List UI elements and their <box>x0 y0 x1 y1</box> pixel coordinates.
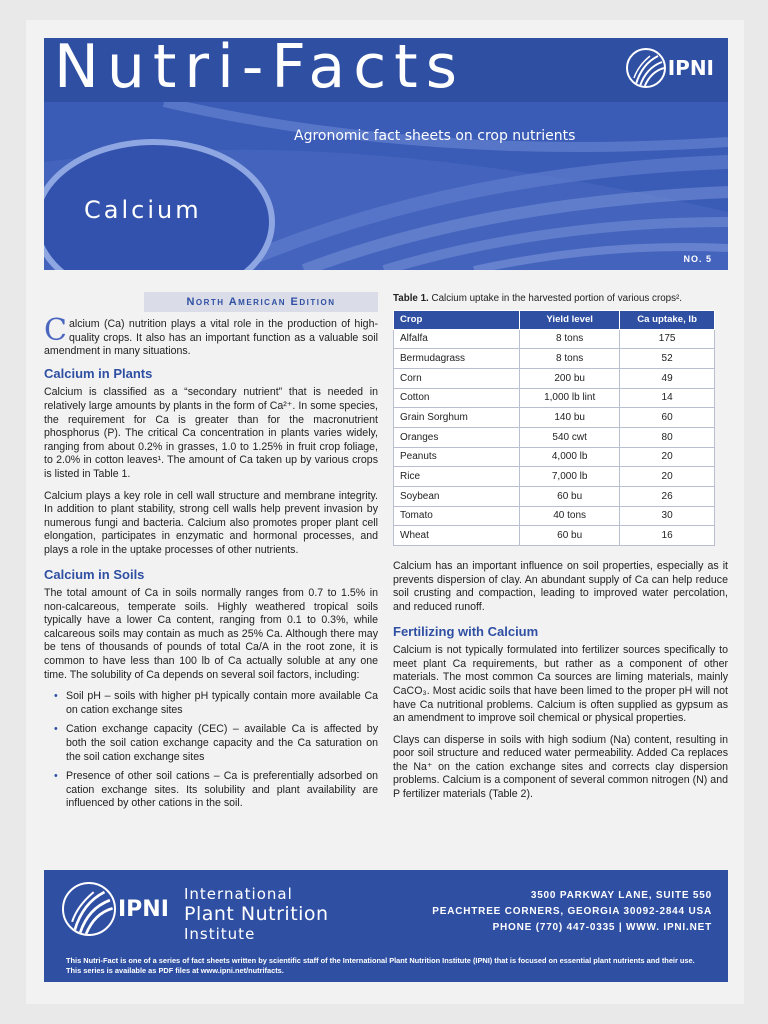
yield-cell: 8 tons <box>520 349 620 369</box>
crop-cell: Peanuts <box>394 447 520 467</box>
table-caption-text: Calcium uptake in the harvested portion of various crops². <box>431 293 682 304</box>
crop-cell: Alfalfa <box>394 329 520 349</box>
address-line-1: 3500 PARKWAY LANE, SUITE 550 <box>530 890 712 901</box>
address-line-2: PEACHTREE CORNERS, GEORGIA 30092-2844 USA <box>432 906 712 917</box>
list-item: • Soil pH – soils with higher pH typically contain more available Ca on cation exchange sites <box>54 690 378 717</box>
right-paragraph-1: Calcium has an important influence on soil properties, especially as it prevents dispersion of clay. An abundant supply of Ca can help reduce soil crusting and compaction, leading to improved water percolation, and reduced runoff. <box>393 560 728 613</box>
soils-paragraph-1: The total amount of Ca in soils normally ranges from 0.7 to 1.5% in non-calcareous, temperate soils. Highly weathered tropical soils typically have a lower Ca content, ranging from 0.1 to 0.3%, while calcareous soils may contain as much as 25% Ca. Although there may be tens of thousands of pounds of total Ca/A in the root zone, it is common to have less than 100 lb of Ca actually soluble at any one time. The solubility of Ca depends on several soil factors, including: <box>44 587 378 681</box>
table-row <box>394 349 715 369</box>
uptake-cell: 20 <box>620 447 715 467</box>
edition-label: North American Edition <box>144 292 378 312</box>
crop-cell: Cotton <box>394 388 520 408</box>
uptake-cell: 175 <box>620 329 715 349</box>
header-logo-text: IPNI <box>667 56 714 80</box>
right-column <box>393 292 728 810</box>
yield-cell: 40 tons <box>520 506 620 526</box>
crop-cell: Oranges <box>394 428 520 448</box>
list-item: • Cation exchange capacity (CEC) – available Ca is affected by both the soil cation exchange capacity and the Ca saturation on the soil cation exchange sites <box>54 723 378 764</box>
crop-cell: Bermudagrass <box>394 349 520 369</box>
table-caption <box>393 292 728 306</box>
header-banner <box>44 102 728 270</box>
table-row <box>394 368 715 388</box>
org-name-line-2: Plant Nutrition <box>184 903 329 925</box>
uptake-cell: 30 <box>620 506 715 526</box>
table-row <box>394 526 715 546</box>
heading-fertilizing: Fertilizing with Calcium <box>393 623 539 639</box>
footer-note: This Nutri-Fact is one of a series of fact sheets written by scientific staff of the International Plant Nutrition Institute (IPNI) that is focused on essential plant nutrients and their use. This series is available as PDF files at www.ipni.net/nutrifacts. <box>66 956 695 975</box>
yield-cell: 1,000 lb lint <box>520 388 620 408</box>
list-item: • Presence of other soil cations – Ca is preferentially adsorbed on cation exchange sites. Its solubility and plant availability are influenced by other cations in the soil. <box>54 770 378 811</box>
crop-cell: Grain Sorghum <box>394 408 520 428</box>
topic-title: Calcium <box>84 196 202 224</box>
wheat-logo-icon <box>626 48 666 88</box>
issue-number: NO. 5 <box>683 254 712 264</box>
footer <box>44 870 728 982</box>
brand-title: Nutri-Facts <box>54 38 465 102</box>
table-row <box>394 428 715 448</box>
col-header-crop: Crop <box>394 310 520 329</box>
crop-cell: Soybean <box>394 487 520 507</box>
heading-calcium-in-plants: Calcium in Plants <box>44 365 153 381</box>
yield-cell: 60 bu <box>520 526 620 546</box>
table-header-row <box>394 310 715 329</box>
uptake-cell: 80 <box>620 428 715 448</box>
right-paragraph-2: Calcium is not typically formulated into fertilizer sources specifically to meet plant Ca requirements, but rather as a component of other materials. The most common Ca sources are liming materials, mainly CaCO₃. Most acidic soils that have been limed to the proper pH will not have Ca nutritional problems. Calcium is often supplied as gypsum as an amendment to improve soil chemical or physical properties. <box>393 644 728 725</box>
title-bar <box>44 38 728 102</box>
yield-cell: 200 bu <box>520 368 620 388</box>
yield-cell: 4,000 lb <box>520 447 620 467</box>
uptake-cell: 52 <box>620 349 715 369</box>
table-row <box>394 447 715 467</box>
intro-paragraph <box>44 313 378 359</box>
table-row <box>394 467 715 487</box>
yield-cell: 60 bu <box>520 487 620 507</box>
crop-cell: Corn <box>394 368 520 388</box>
wheat-logo-icon <box>62 882 116 936</box>
address-block <box>432 888 712 936</box>
org-name-line-3: Institute <box>184 925 256 943</box>
yield-cell: 7,000 lb <box>520 467 620 487</box>
table-row <box>394 329 715 349</box>
uptake-cell: 26 <box>620 487 715 507</box>
yield-cell: 540 cwt <box>520 428 620 448</box>
org-name <box>184 884 329 944</box>
uptake-cell: 14 <box>620 388 715 408</box>
uptake-cell: 16 <box>620 526 715 546</box>
table-row <box>394 408 715 428</box>
footer-logo <box>62 882 169 936</box>
intro-text: alcium (Ca) nutrition plays a vital role in the production of high-quality crops. It also has an important function as a valuable soil amendment in many situations. <box>44 318 378 358</box>
subtitle: Agronomic fact sheets on crop nutrients <box>294 128 576 144</box>
header-logo <box>626 48 714 88</box>
table-caption-label: Table 1. <box>393 293 429 304</box>
yield-cell: 140 bu <box>520 408 620 428</box>
soil-factors-list <box>54 690 378 811</box>
col-header-yield: Yield level <box>520 310 620 329</box>
fact-sheet-page <box>26 20 744 1004</box>
uptake-cell: 60 <box>620 408 715 428</box>
crop-cell: Tomato <box>394 506 520 526</box>
footer-logo-text: IPNI <box>118 896 169 922</box>
uptake-cell: 49 <box>620 368 715 388</box>
left-column <box>44 294 378 817</box>
right-paragraph-3: Clays can disperse in soils with high sodium (Na) content, resulting in poor soil structure and reduced water permeability. Added Ca replaces the Na⁺ on the cation exchange sites and corrects clay dispersion problems. Calcium is a component of several common nitrogen (N) and P fertilizer materials (Table 2). <box>393 733 728 801</box>
plants-paragraph-2: Calcium plays a key role in cell wall structure and membrane integrity. In addition to plant stability, strong cell walls help prevent invasion by numerous fungi and bacteria. Calcium also promotes proper plant cell elongation, participates in enzymatic and hormonal processes, and plays a role in the uptake processes of other nutrients. <box>44 489 378 556</box>
crop-cell: Rice <box>394 467 520 487</box>
crop-cell: Wheat <box>394 526 520 546</box>
col-header-uptake: Ca uptake, lb <box>620 310 715 329</box>
table-row <box>394 487 715 507</box>
plants-paragraph-1: Calcium is classified as a “secondary nutrient” that is needed in relatively large amounts by plants in the form of Ca²⁺. In some species, the requirement for Ca is greater than for the macronutrient phosphorus (P). The critical Ca concentration in plants varies widely, ranging from about 0.2% in grasses, 1.0 to 1.25% in fruit crop foliage, to 2.0% in cotton leaves¹. The amount of Ca taken up by various crops is listed in Table 1. <box>44 386 378 480</box>
dropcap: C <box>44 313 67 348</box>
yield-cell: 8 tons <box>520 329 620 349</box>
calcium-uptake-table <box>393 310 715 547</box>
uptake-cell: 20 <box>620 467 715 487</box>
table-row <box>394 506 715 526</box>
org-name-line-1: International <box>184 885 293 903</box>
table-body <box>394 329 715 546</box>
table-row <box>394 388 715 408</box>
heading-calcium-in-soils: Calcium in Soils <box>44 566 145 582</box>
address-line-3: PHONE (770) 447-0335 | WWW. IPNI.NET <box>492 922 712 933</box>
